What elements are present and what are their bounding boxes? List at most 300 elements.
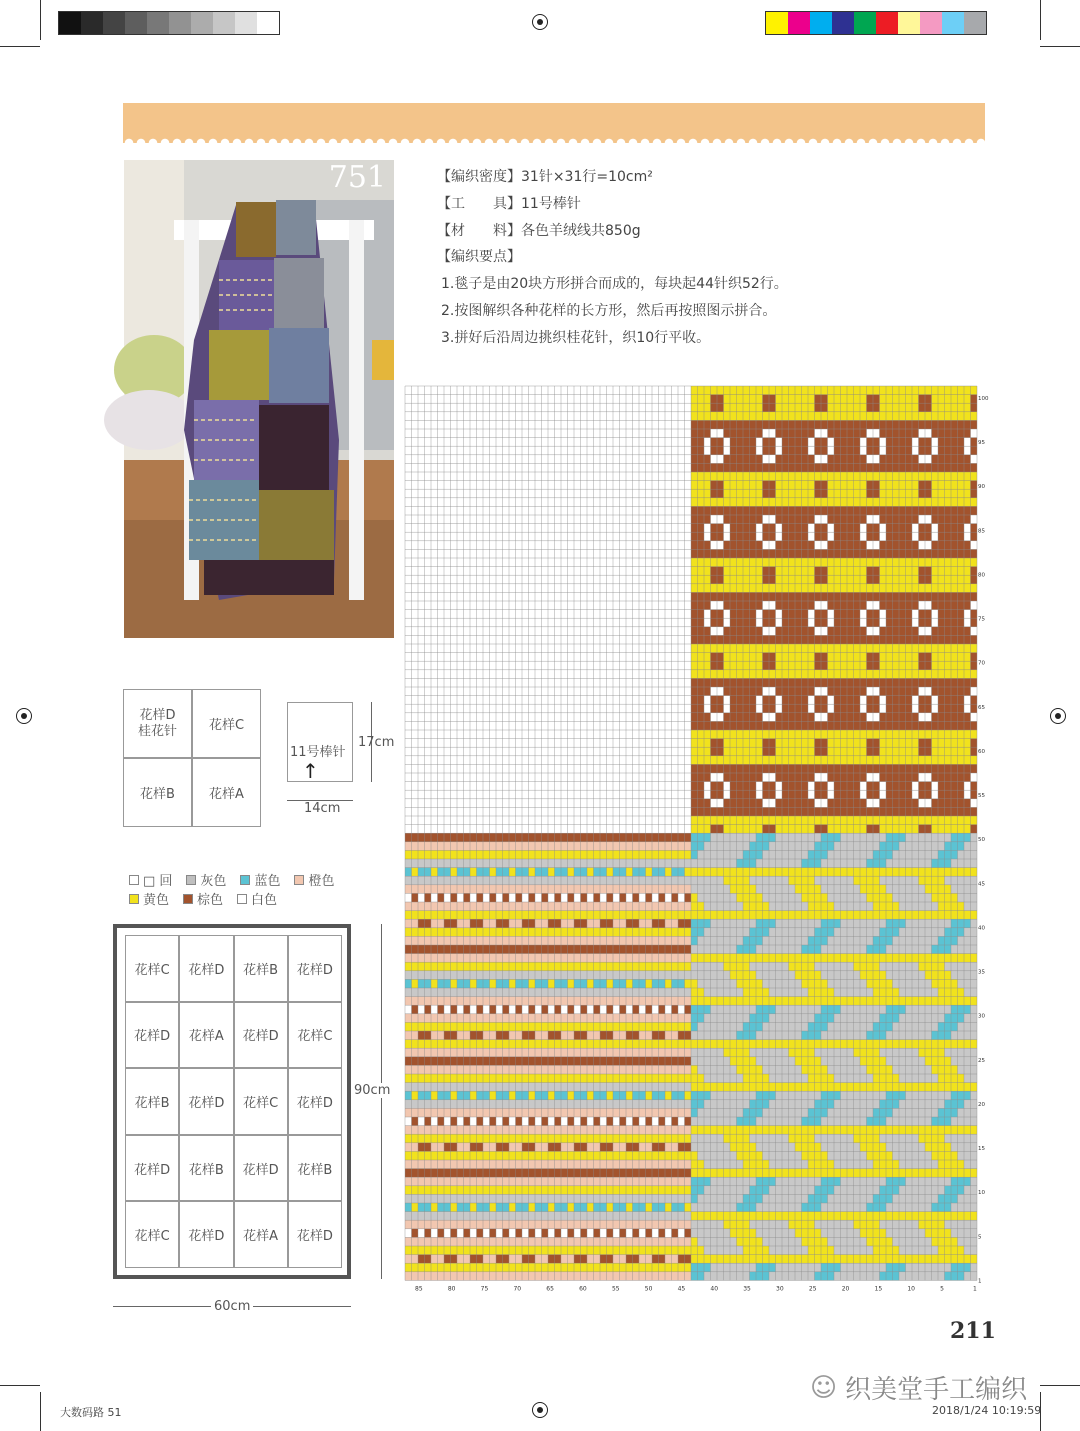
pattern-b-stitch [678,902,685,911]
pattern-b-stitch [561,859,568,868]
pattern-c-stitch [782,584,789,593]
pattern-d-stitch [958,1005,965,1014]
pattern-b-stitch [581,1186,588,1195]
pattern-d-stitch [808,1160,815,1169]
pattern-d-stitch [769,833,776,842]
pattern-b-stitch [594,945,601,954]
pattern-d-stitch [906,1169,913,1178]
pattern-b-stitch [412,876,419,885]
pattern-b-stitch [444,1255,451,1264]
pattern-b-stitch [568,954,575,963]
pattern-d-stitch [756,1005,763,1014]
pattern-d-stitch [756,1169,763,1178]
pattern-c-stitch [886,670,893,679]
pattern-b-stitch [470,1048,477,1057]
pattern-d-stitch [958,1263,965,1272]
pattern-c-stitch [743,481,750,490]
pattern-b-stitch [457,1246,464,1255]
pattern-b-stitch [639,1134,646,1143]
pattern-d-stitch [873,1031,880,1040]
pattern-d-stitch [743,1117,750,1126]
pattern-b-stitch [516,1100,523,1109]
pattern-b-stitch [444,954,451,963]
pattern-b-stitch [613,962,620,971]
pattern-b-stitch [412,1005,419,1014]
pattern-b-stitch [496,1169,503,1178]
pattern-b-stitch [483,1134,490,1143]
pattern-b-stitch [672,1134,679,1143]
pattern-d-stitch [711,1169,718,1178]
pattern-b-stitch [535,979,542,988]
pattern-b-stitch [470,859,477,868]
pattern-c-stitch [886,489,893,498]
pattern-d-stitch [782,868,789,877]
pattern-b-stitch [542,1022,549,1031]
pattern-b-stitch [561,1177,568,1186]
pattern-b-stitch [672,1126,679,1135]
pattern-b-stitch [522,842,529,851]
pattern-b-stitch [425,1126,432,1135]
pattern-c-stitch [932,558,939,567]
calibration-swatch [257,12,279,34]
pattern-b-stitch [607,962,614,971]
pattern-b-stitch [561,911,568,920]
pattern-d-stitch [945,1160,952,1169]
pattern-c-stitch [945,575,952,584]
pattern-c-stitch [880,670,887,679]
pattern-c-stitch [802,730,809,739]
pattern-b-stitch [633,1194,640,1203]
row-number: 55 [978,793,985,800]
pattern-b-stitch [574,842,581,851]
pattern-b-stitch [496,1108,503,1117]
pattern-b-stitch [594,902,601,911]
pattern-b-stitch [522,833,529,842]
pattern-d-stitch [932,1126,939,1135]
pattern-b-stitch [613,979,620,988]
pattern-b-stitch [529,1177,536,1186]
pattern-d-stitch [886,1022,893,1031]
pattern-d-stitch [847,1040,854,1049]
pattern-b-stitch [587,1108,594,1117]
pattern-b-stitch [483,1083,490,1092]
pattern-b-stitch [672,1169,679,1178]
pattern-b-stitch [685,1117,692,1126]
pattern-b-stitch [600,1151,607,1160]
pattern-c-stitch [743,747,750,756]
pattern-d-stitch [873,1134,880,1143]
pattern-c-stitch [763,386,770,395]
pattern-d-stitch [932,1151,939,1160]
pattern-d-stitch [828,1186,835,1195]
pattern-b-stitch [646,1065,653,1074]
pattern-b-stitch [613,885,620,894]
pattern-b-stitch [470,1014,477,1023]
pattern-b-stitch [587,842,594,851]
pattern-b-stitch [464,859,471,868]
pattern-d-stitch [698,911,705,920]
pattern-b-stitch [509,1091,516,1100]
pattern-b-stitch [483,945,490,954]
pattern-b-stitch [555,1220,562,1229]
pattern-c-stitch [893,489,900,498]
pattern-b-stitch [581,842,588,851]
pattern-c-stitch [756,532,763,541]
pattern-c-stitch [828,532,835,541]
pattern-b-stitch [620,1255,627,1264]
pattern-d-stitch [691,919,698,928]
pattern-b-stitch [652,850,659,859]
pattern-b-stitch [490,962,497,971]
pattern-d-stitch [828,911,835,920]
pattern-d-stitch [756,1108,763,1117]
pattern-b-stitch [548,1186,555,1195]
pattern-c-stitch [847,481,854,490]
pattern-b-stitch [405,1117,412,1126]
pattern-d-stitch [847,1126,854,1135]
pattern-d-stitch [958,842,965,851]
pattern-d-stitch [808,1212,815,1221]
pattern-b-stitch [405,988,412,997]
pattern-c-stitch [971,558,978,567]
pattern-b-stitch [672,1057,679,1066]
pattern-b-stitch [633,1040,640,1049]
pattern-b-stitch [451,1194,458,1203]
pattern-b-stitch [678,1203,685,1212]
pattern-b-stitch [477,1212,484,1221]
pattern-b-stitch [477,833,484,842]
pattern-b-stitch [685,945,692,954]
blanket-photo [124,160,394,638]
pattern-c-stitch [925,756,932,765]
pattern-b-stitch [574,1100,581,1109]
pattern-b-stitch [633,1022,640,1031]
pattern-c-stitch [802,412,809,421]
pattern-d-stitch [867,1126,874,1135]
pattern-b-stitch [633,997,640,1006]
pattern-c-stitch [932,446,939,455]
pattern-b-stitch [496,1272,503,1281]
pattern-b-stitch [509,868,516,877]
pattern-b-stitch [587,1074,594,1083]
pattern-d-stitch [886,1074,893,1083]
pattern-d-stitch [945,850,952,859]
pattern-d-stitch [704,1083,711,1092]
pattern-b-stitch [587,1048,594,1057]
pattern-b-stitch [548,1237,555,1246]
pattern-b-stitch [555,1194,562,1203]
pattern-d-stitch [938,1220,945,1229]
pattern-c-stitch [971,756,978,765]
pattern-b-stitch [522,876,529,885]
pattern-d-stitch [717,1083,724,1092]
pattern-c-stitch [769,386,776,395]
density-label: 【编织密度】 [437,169,521,185]
pattern-b-stitch [587,885,594,894]
pattern-b-stitch [516,1074,523,1083]
pattern-c-stitch [867,713,874,722]
pattern-c-stitch [730,489,737,498]
pattern-c-stitch [880,747,887,756]
pattern-b-stitch [678,979,685,988]
pattern-c-stitch [782,825,789,834]
pattern-c-stitch [763,412,770,421]
pattern-d-stitch [815,971,822,980]
pattern-b-stitch [457,979,464,988]
pattern-b-stitch [503,1203,510,1212]
pattern-d-stitch [938,893,945,902]
pattern-c-stitch [964,412,971,421]
pattern-c-stitch [893,644,900,653]
pattern-b-stitch [633,1065,640,1074]
pattern-b-stitch [490,885,497,894]
pattern-b-stitch [626,1117,633,1126]
pattern-c-stitch [769,429,776,438]
pattern-c-stitch [880,386,887,395]
pattern-b-stitch [425,902,432,911]
pattern-d-stitch [815,1065,822,1074]
pattern-c-stitch [821,670,828,679]
pattern-b-stitch [672,911,679,920]
material-line [437,220,641,240]
pattern-c-stitch [945,670,952,679]
pattern-d-stitch [750,928,757,937]
pattern-b-stitch [600,1057,607,1066]
pattern-d-stitch [691,911,698,920]
pattern-d-stitch [828,1040,835,1049]
pattern-b-stitch [600,1117,607,1126]
pattern-b-stitch [581,997,588,1006]
pattern-c-stitch [782,739,789,748]
pattern-c-stitch [964,670,971,679]
pattern-b-stitch [607,1177,614,1186]
pattern-d-stitch [769,954,776,963]
pattern-b-stitch [405,833,412,842]
pattern-c-stitch [730,498,737,507]
pattern-b-stitch [425,1091,432,1100]
pattern-b-stitch [659,1117,666,1126]
pattern-b-stitch [574,1022,581,1031]
pattern-c-stitch [750,395,757,404]
pattern-c-stitch [912,790,919,799]
pattern-b-stitch [652,1134,659,1143]
pattern-b-stitch [477,928,484,937]
pattern-b-stitch [542,1126,549,1135]
pattern-d-stitch [769,1255,776,1264]
pattern-c-stitch [906,575,913,584]
pattern-c-stitch [737,575,744,584]
pattern-c-stitch [906,386,913,395]
pattern-b-stitch [620,1022,627,1031]
pattern-c-stitch [964,558,971,567]
pattern-b-stitch [613,1186,620,1195]
pattern-d-stitch [815,1246,822,1255]
pattern-d-stitch [919,1134,926,1143]
pattern-c-stitch [841,739,848,748]
pattern-b-stitch [626,1237,633,1246]
column-number: 85 [415,1285,423,1293]
pattern-d-stitch [795,997,802,1006]
pattern-b-stitch [659,1194,666,1203]
pattern-c-stitch [847,644,854,653]
pattern-b-stitch [509,1083,516,1092]
pattern-b-stitch [587,988,594,997]
pattern-c-stitch [737,730,744,739]
pattern-c-stitch [808,670,815,679]
pattern-b-stitch [535,1143,542,1152]
pattern-d-stitch [704,919,711,928]
pattern-b-stitch [470,1091,477,1100]
pattern-d-stitch [945,1151,952,1160]
pattern-b-stitch [444,1065,451,1074]
pattern-c-stitch [808,412,815,421]
pattern-b-stitch [412,902,419,911]
pattern-c-stitch [867,756,874,765]
pattern-d-stitch [958,1186,965,1195]
pattern-b-stitch [600,997,607,1006]
pattern-b-stitch [685,979,692,988]
pattern-c-stitch [691,575,698,584]
pattern-b-stitch [405,850,412,859]
pattern-b-stitch [470,1108,477,1117]
pattern-b-stitch [483,1065,490,1074]
pattern-b-stitch [418,1126,425,1135]
pattern-b-stitch [613,1040,620,1049]
pattern-b-stitch [685,1237,692,1246]
pattern-b-stitch [678,893,685,902]
pattern-d-stitch [925,962,932,971]
pattern-b-stitch [594,1134,601,1143]
pattern-c-stitch [834,825,841,834]
pattern-d-stitch [704,1169,711,1178]
pattern-d-stitch [893,1040,900,1049]
pattern-b-stitch [555,1272,562,1281]
pattern-b-stitch [529,1040,536,1049]
pattern-b-stitch [613,928,620,937]
pattern-c-stitch [964,584,971,593]
pattern-d-stitch [899,1083,906,1092]
pattern-c-stitch [802,747,809,756]
pattern-b-stitch [451,1126,458,1135]
pattern-b-stitch [470,988,477,997]
pattern-c-stitch [867,386,874,395]
pattern-b-stitch [639,1048,646,1057]
pattern-d-stitch [873,893,880,902]
pattern-b-stitch [431,1229,438,1238]
pattern-d-stitch [743,1143,750,1152]
pattern-b-stitch [587,1091,594,1100]
pattern-c-stitch [912,584,919,593]
pattern-d-stitch [815,954,822,963]
pattern-c-stitch [925,644,932,653]
pattern-b-stitch [425,1177,432,1186]
pattern-b-stitch [574,1040,581,1049]
pattern-d-stitch [951,1272,958,1281]
pattern-b-stitch [496,868,503,877]
pattern-b-stitch [431,971,438,980]
pattern-d-stitch [776,1126,783,1135]
pattern-b-stitch [542,1212,549,1221]
pattern-d-stitch [802,962,809,971]
pattern-d-stitch [867,1117,874,1126]
pattern-d-stitch [951,928,958,937]
pattern-b-stitch [496,1100,503,1109]
pattern-d-stitch [828,954,835,963]
pattern-d-stitch [769,1126,776,1135]
pattern-b-stitch [477,997,484,1006]
pattern-d-stitch [821,1246,828,1255]
pattern-d-stitch [971,911,978,920]
pattern-b-stitch [600,876,607,885]
pattern-b-stitch [490,1126,497,1135]
pattern-d-stitch [704,1091,711,1100]
pattern-b-stitch [464,850,471,859]
pattern-b-stitch [503,1194,510,1203]
pattern-b-stitch [477,1177,484,1186]
pattern-d-stitch [873,876,880,885]
pattern-c-stitch [704,790,711,799]
pattern-b-stitch [542,988,549,997]
pattern-b-stitch [522,1031,529,1040]
pattern-d-stitch [743,1212,750,1221]
pattern-c-stitch [828,558,835,567]
pattern-b-stitch [470,1160,477,1169]
column-number: 65 [546,1285,554,1293]
pattern-b-stitch [626,876,633,885]
pattern-c-stitch [717,472,724,481]
pattern-b-stitch [659,1005,666,1014]
pattern-b-stitch [412,1246,419,1255]
pattern-b-stitch [555,902,562,911]
pattern-b-stitch [626,1194,633,1203]
pattern-b-stitch [509,833,516,842]
pattern-c-stitch [847,412,854,421]
pattern-b-stitch [620,928,627,937]
pattern-d-stitch [698,1272,705,1281]
pattern-c-stitch [802,661,809,670]
pattern-d-stitch [938,1203,945,1212]
pattern-c-stitch [958,584,965,593]
pattern-b-stitch [405,1065,412,1074]
pattern-b-stitch [483,928,490,937]
pattern-b-stitch [457,1117,464,1126]
pattern-b-stitch [594,971,601,980]
pattern-c-stitch [724,790,731,799]
pattern-b-stitch [451,859,458,868]
pattern-d-stitch [756,1212,763,1221]
pattern-b-stitch [418,868,425,877]
pattern-d-stitch [828,833,835,842]
pattern-c-stitch [919,498,926,507]
pattern-b-stitch [431,1160,438,1169]
pattern-b-stitch [581,1229,588,1238]
pattern-d-stitch [951,893,958,902]
pattern-b-stitch [646,988,653,997]
pattern-c-stitch [880,661,887,670]
pattern-b-stitch [509,1134,516,1143]
pattern-c-stitch [789,747,796,756]
pattern-b-stitch [672,962,679,971]
pattern-b-stitch [639,1117,646,1126]
pattern-b-stitch [613,1074,620,1083]
pattern-b-stitch [535,1031,542,1040]
pattern-c-stitch [958,670,965,679]
pattern-c-stitch [789,670,796,679]
pattern-b-stitch [483,1272,490,1281]
pattern-b-stitch [665,1246,672,1255]
pattern-b-stitch [418,1022,425,1031]
pattern-b-stitch [678,1151,685,1160]
